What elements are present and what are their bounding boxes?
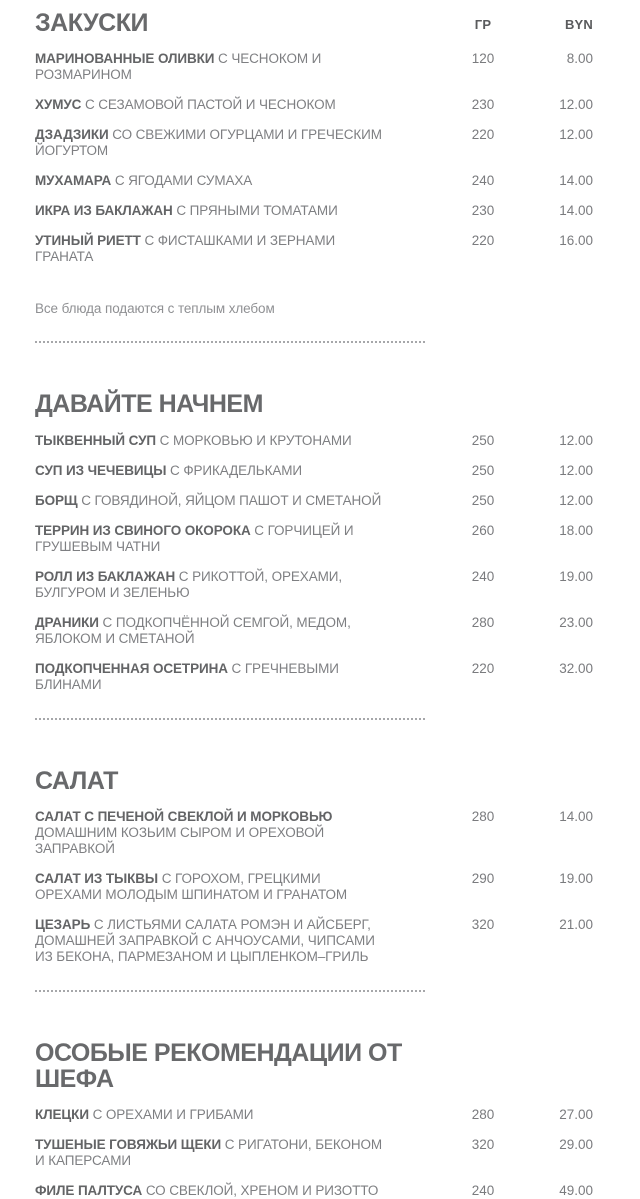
item-name: УТИНЫЙ РИЕТТ xyxy=(35,233,141,249)
menu-item-row xyxy=(35,493,593,509)
item-description: ДОМАШНИМ КОЗЬИМ СЫРОМ И ОРЕХОВОЙ ЗАПРАВКОЙ xyxy=(35,824,325,856)
section-title: САЛАТ xyxy=(35,766,118,795)
item-text xyxy=(35,173,387,189)
section-davayte-nachnem xyxy=(35,391,593,692)
item-description: С ЯГОДАМИ СУМАХА xyxy=(114,173,253,189)
item-grams: 220 xyxy=(471,233,495,249)
section-zakuski xyxy=(35,10,593,316)
menu-item-row xyxy=(35,97,593,113)
dotted-divider xyxy=(35,990,425,992)
menu-item-row xyxy=(35,917,593,965)
item-price: 29.00 xyxy=(559,1137,593,1153)
item-price: 23.00 xyxy=(559,614,593,630)
item-price: 12.00 xyxy=(559,97,593,113)
item-price: 8.00 xyxy=(566,51,593,67)
item-price: 14.00 xyxy=(559,173,593,189)
menu-item-row xyxy=(35,1183,593,1199)
item-price: 32.00 xyxy=(559,660,593,676)
section-footnote: Все блюда подаются с теплым хлебом xyxy=(35,301,275,317)
item-price: 14.00 xyxy=(559,808,593,824)
item-description: С ГРЕЧНЕВЫМИ БЛИНАМИ xyxy=(35,660,339,692)
item-name: САЛАТ ИЗ ТЫКВЫ xyxy=(35,870,159,886)
item-text xyxy=(35,917,387,965)
column-header-grams: ГР xyxy=(474,17,492,33)
section-header-row xyxy=(35,1040,593,1093)
item-description: СО СВЕЖИМИ ОГУРЦАМИ И ГРЕЧЕСКИМ ЙОГУРТОМ xyxy=(35,127,382,159)
item-text xyxy=(35,97,387,113)
item-description: СО СВЕКЛОЙ, ХРЕНОМ И РИЗОТТО xyxy=(145,1183,379,1199)
item-name: БОРЩ xyxy=(35,492,78,508)
item-name: ПОДКОПЧЕННАЯ ОСЕТРИНА xyxy=(35,660,228,676)
item-text xyxy=(35,569,387,601)
item-text xyxy=(35,661,387,693)
item-grams: 240 xyxy=(471,1183,495,1199)
item-description: С ПОДКОПЧЁННОЙ СЕМГОЙ, МЕДОМ, ЯБЛОКОМ И СМЕТАНОЙ xyxy=(35,614,351,646)
item-description: С СЕЗАМОВОЙ ПАСТОЙ И ЧЕСНОКОМ xyxy=(84,97,336,113)
item-price: 19.00 xyxy=(559,870,593,886)
item-price: 12.00 xyxy=(559,432,593,448)
item-name: ТЕРРИН ИЗ СВИНОГО ОКОРОКА xyxy=(35,522,251,538)
menu-item-row xyxy=(35,569,593,601)
item-grams: 220 xyxy=(471,127,495,143)
item-grams: 280 xyxy=(471,808,495,824)
item-grams: 240 xyxy=(471,173,495,189)
item-price: 12.00 xyxy=(559,127,593,143)
item-description: С ЧЕСНОКОМ И РОЗМАРИНОМ xyxy=(35,51,322,83)
menu-item-row xyxy=(35,809,593,857)
item-text xyxy=(35,871,387,903)
item-text xyxy=(35,127,387,159)
item-grams: 290 xyxy=(471,870,495,886)
item-grams: 260 xyxy=(471,522,495,538)
menu-item-row xyxy=(35,203,593,219)
item-text xyxy=(35,463,387,479)
item-name: ТУШЕНЫЕ ГОВЯЖЬИ ЩЕКИ xyxy=(35,1137,222,1153)
item-text xyxy=(35,433,387,449)
item-text xyxy=(35,493,387,509)
item-text xyxy=(35,1107,387,1123)
menu-item-row xyxy=(35,1137,593,1169)
item-name: ТЫКВЕННЫЙ СУП xyxy=(35,432,156,448)
menu-item-row xyxy=(35,463,593,479)
item-text xyxy=(35,233,387,265)
section-chef-recommendations xyxy=(35,1040,593,1199)
item-name: КЛЕЦКИ xyxy=(35,1107,89,1123)
item-name: ДРАНИКИ xyxy=(35,614,99,630)
item-grams: 280 xyxy=(471,614,495,630)
item-grams: 230 xyxy=(471,97,495,113)
menu-item-row xyxy=(35,523,593,555)
item-description: С ФРИКАДЕЛЬКАМИ xyxy=(170,462,302,478)
item-text xyxy=(35,1183,387,1199)
item-grams: 240 xyxy=(471,568,495,584)
item-description: С ПРЯНЫМИ ТОМАТАМИ xyxy=(176,203,338,219)
item-name: ХУМУС xyxy=(35,97,82,113)
item-price: 16.00 xyxy=(559,233,593,249)
item-grams: 250 xyxy=(471,462,495,478)
menu-item-row xyxy=(35,615,593,647)
item-description: С МОРКОВЬЮ И КРУТОНАМИ xyxy=(159,432,352,448)
item-description: С РИГАТОНИ, БЕКОНОМ И КАПЕРСАМИ xyxy=(35,1137,383,1169)
item-name: ФИЛЕ ПАЛТУСА xyxy=(35,1183,143,1199)
section-salat xyxy=(35,768,593,965)
section-title: ОСОБЫЕ РЕКОМЕНДАЦИИ ОТ ШЕФА xyxy=(35,1038,402,1093)
item-name: ЦЕЗАРЬ xyxy=(35,916,91,932)
dotted-divider xyxy=(35,341,425,343)
item-name: РОЛЛ ИЗ БАКЛАЖАН xyxy=(35,568,176,584)
item-price: 18.00 xyxy=(559,522,593,538)
item-price: 12.00 xyxy=(559,492,593,508)
item-price: 49.00 xyxy=(559,1183,593,1199)
item-price: 12.00 xyxy=(559,462,593,478)
item-text xyxy=(35,203,387,219)
menu-item-row xyxy=(35,127,593,159)
item-grams: 280 xyxy=(471,1107,495,1123)
dotted-divider xyxy=(35,718,425,720)
item-price: 14.00 xyxy=(559,203,593,219)
item-text xyxy=(35,51,387,83)
item-grams: 230 xyxy=(471,203,495,219)
column-header-currency: BYN xyxy=(564,17,593,33)
menu-item-row xyxy=(35,871,593,903)
item-text xyxy=(35,1137,387,1169)
menu-item-row xyxy=(35,173,593,189)
item-name: СУП ИЗ ЧЕЧЕВИЦЫ xyxy=(35,462,167,478)
menu-item-row xyxy=(35,661,593,693)
item-description: С РИКОТТОЙ, ОРЕХАМИ, БУЛГУРОМ И ЗЕЛЕНЬЮ xyxy=(35,568,342,600)
section-header-row xyxy=(35,768,593,794)
item-description: С ОРЕХАМИ И ГРИБАМИ xyxy=(92,1107,254,1123)
menu-item-row xyxy=(35,233,593,265)
item-name: ДЗАДЗИКИ xyxy=(35,127,109,143)
item-grams: 120 xyxy=(471,51,495,67)
item-description: С ГОВЯДИНОЙ, ЯЙЦОМ ПАШОТ И СМЕТАНОЙ xyxy=(81,492,382,508)
item-description: С ФИСТАШКАМИ И ЗЕРНАМИ ГРАНАТА xyxy=(35,233,336,265)
section-header-row xyxy=(35,391,593,417)
item-description: С ГОРЧИЦЕЙ И ГРУШЕВЫМ ЧАТНИ xyxy=(35,522,354,554)
menu-item-row xyxy=(35,433,593,449)
item-text xyxy=(35,615,387,647)
item-grams: 320 xyxy=(471,916,495,932)
section-header-row xyxy=(35,10,593,36)
item-grams: 320 xyxy=(471,1137,495,1153)
item-description: С ГОРОХОМ, ГРЕЦКИМИ ОРЕХАМИ МОЛОДЫМ ШПИНАТОМ И ГРАНАТОМ xyxy=(35,870,348,902)
item-price: 21.00 xyxy=(559,916,593,932)
item-name: МУХАМАРА xyxy=(35,173,112,189)
item-name: САЛАТ С ПЕЧЕНОЙ СВЕКЛОЙ И МОРКОВЬЮ xyxy=(35,808,333,824)
section-title: ДАВАЙТЕ НАЧНЕМ xyxy=(35,390,263,419)
item-description: С ЛИСТЬЯМИ САЛАТА РОМЭН И АЙСБЕРГ, ДОМАШНЕЙ ЗАПРАВКОЙ С АНЧОУСАМИ, ЧИПСАМИ ИЗ БЕКОНА, ПАРМЕЗАНОМ И ЦЫПЛЕНКОМ–ГРИЛЬ xyxy=(35,916,375,964)
item-grams: 250 xyxy=(471,432,495,448)
item-price: 27.00 xyxy=(559,1107,593,1123)
item-price: 19.00 xyxy=(559,568,593,584)
section-title: ЗАКУСКИ xyxy=(35,9,148,37)
item-grams: 250 xyxy=(471,492,495,508)
item-name: МАРИНОВАННЫЕ ОЛИВКИ xyxy=(35,51,215,67)
item-text xyxy=(35,523,387,555)
menu-item-row xyxy=(35,1107,593,1123)
item-text xyxy=(35,809,387,857)
item-grams: 220 xyxy=(471,660,495,676)
item-name: ИКРА ИЗ БАКЛАЖАН xyxy=(35,203,173,219)
menu-item-row xyxy=(35,51,593,83)
